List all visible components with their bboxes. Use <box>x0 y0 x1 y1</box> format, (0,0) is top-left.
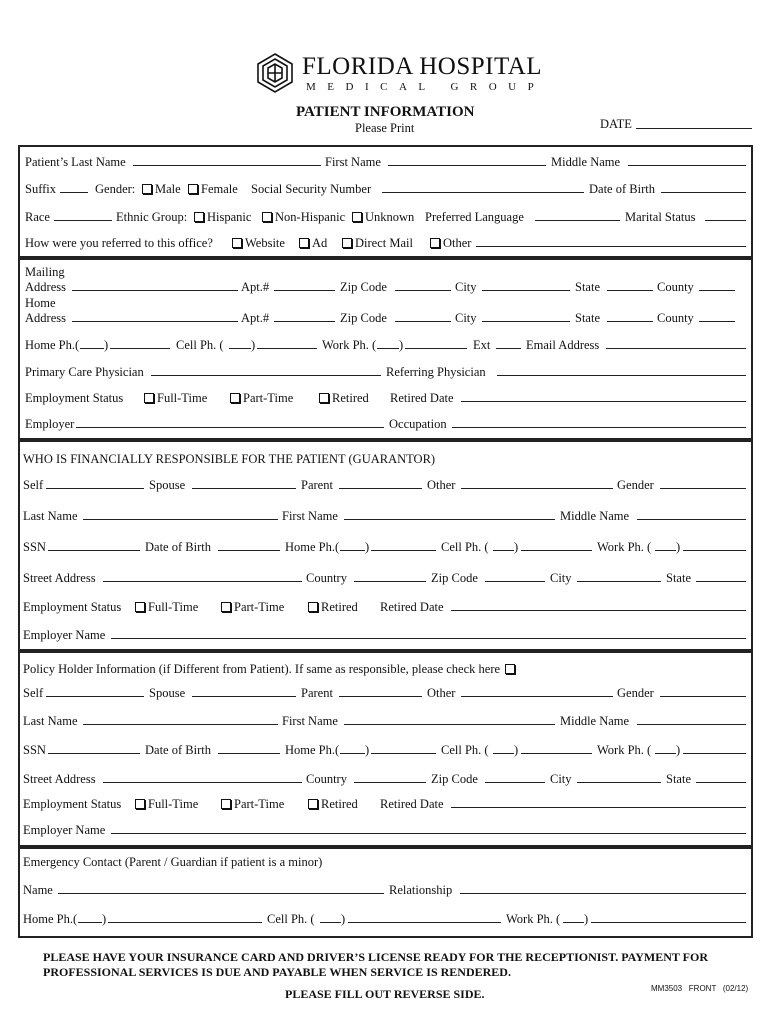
policy-retired-date-field[interactable] <box>451 807 746 808</box>
home-zip-label: Zip Code <box>340 311 387 325</box>
guarantor-home-phone-area-field[interactable] <box>340 550 365 551</box>
emergency-name-label: Name <box>23 883 53 897</box>
emergency-home-phone-area-field[interactable] <box>78 922 102 923</box>
ext-label: Ext <box>473 338 491 352</box>
emergency-work-phone-paren: ) <box>584 912 589 926</box>
notice-line-2: PROFESSIONAL SERVICES IS DUE AND PAYABLE WHEN SERVICE IS RENDERED. <box>43 965 511 979</box>
emergency-home-phone-field[interactable] <box>108 922 262 923</box>
retired-date-field[interactable] <box>461 401 746 402</box>
checkbox-icon[interactable] <box>194 212 204 222</box>
employment-full-time-option[interactable]: Full-Time <box>142 391 207 406</box>
emergency-cell-phone-paren: ) <box>341 912 346 926</box>
email-label: Email Address <box>526 338 600 352</box>
page-title: PATIENT INFORMATION <box>296 104 475 120</box>
emergency-work-phone-field[interactable] <box>591 922 746 923</box>
checkbox-icon[interactable] <box>319 393 329 403</box>
guarantor-part-time-option[interactable]: Part-Time <box>219 600 284 615</box>
guarantor-parent-field[interactable] <box>339 488 422 489</box>
home-state-label: State <box>575 311 600 325</box>
patient-middle-name-label: Middle Name <box>551 155 621 169</box>
checkbox-icon[interactable] <box>230 393 240 403</box>
mailing-county-label: County <box>657 280 694 294</box>
policy-home-phone-paren: ) <box>365 743 370 757</box>
policy-parent-label: Parent <box>301 686 333 700</box>
home-state-field[interactable] <box>607 321 653 322</box>
page-subtitle: Please Print <box>355 121 415 135</box>
ethnic-non-hispanic-option[interactable]: Non-Hispanic <box>260 210 345 225</box>
guarantor-other-field[interactable] <box>461 488 613 489</box>
guarantor-last-name-label: Last Name <box>23 509 78 523</box>
home-phone-area-field[interactable] <box>80 348 104 349</box>
guarantor-last-name-field[interactable] <box>83 519 278 520</box>
checkbox-icon[interactable] <box>308 602 318 612</box>
retired-date-label: Retired Date <box>390 391 454 405</box>
home-label: Home <box>25 296 56 310</box>
checkbox-icon[interactable] <box>299 238 309 248</box>
policy-gender-label: Gender <box>617 686 654 700</box>
policy-state-field[interactable] <box>696 782 746 783</box>
checkbox-icon[interactable] <box>135 602 145 612</box>
checkbox-icon[interactable] <box>342 238 352 248</box>
checkbox-icon[interactable] <box>262 212 272 222</box>
emergency-heading: Emergency Contact (Parent / Guardian if patient is a minor) <box>23 855 323 869</box>
gender-male-option[interactable]: Male <box>140 182 181 197</box>
guarantor-work-phone-label: Work Ph. ( <box>597 540 652 554</box>
checkbox-icon[interactable] <box>135 799 145 809</box>
cell-phone-area-field[interactable] <box>229 348 251 349</box>
cell-phone-field[interactable] <box>257 348 317 349</box>
florida-hospital-logo-icon <box>255 52 295 94</box>
referred-website-option[interactable]: Website <box>230 236 285 251</box>
guarantor-retired-option[interactable]: Retired <box>306 600 358 615</box>
ext-field[interactable] <box>496 348 521 349</box>
policy-work-phone-paren: ) <box>676 743 681 757</box>
home-address-field[interactable] <box>72 321 238 322</box>
patient-last-name-field[interactable] <box>133 165 321 166</box>
policy-street-field[interactable] <box>103 782 302 783</box>
guarantor-first-name-label: First Name <box>282 509 338 523</box>
referred-direct-mail-option[interactable]: Direct Mail <box>340 236 413 251</box>
guarantor-state-field[interactable] <box>696 581 746 582</box>
checkbox-icon[interactable] <box>232 238 242 248</box>
home-county-field[interactable] <box>699 321 735 322</box>
policy-spouse-label: Spouse <box>149 686 186 700</box>
guarantor-self-label: Self <box>23 478 44 492</box>
policy-last-name-field[interactable] <box>83 724 278 725</box>
cell-phone-label: Cell Ph. ( <box>176 338 224 352</box>
guarantor-home-phone-paren: ) <box>365 540 370 554</box>
mailing-state-field[interactable] <box>607 290 653 291</box>
guarantor-street-label: Street Address <box>23 571 96 585</box>
mailing-zip-label: Zip Code <box>340 280 387 294</box>
ethnic-hispanic-option[interactable]: Hispanic <box>192 210 251 225</box>
patient-first-name-field[interactable] <box>388 165 546 166</box>
work-phone-area-field[interactable] <box>377 348 399 349</box>
patient-first-name-label: First Name <box>325 155 381 169</box>
referred-ad-option[interactable]: Ad <box>297 236 327 251</box>
emergency-relationship-label: Relationship <box>389 883 453 897</box>
dob-field[interactable] <box>661 192 746 193</box>
suffix-label: Suffix <box>25 182 57 196</box>
policy-home-phone-area-field[interactable] <box>340 753 365 754</box>
guarantor-employment-status-label: Employment Status <box>23 600 122 614</box>
policy-retired-option[interactable]: Retired <box>306 797 358 812</box>
policy-state-label: State <box>666 772 691 786</box>
form-code: MM3503 FRONT (02/12) <box>651 984 749 993</box>
guarantor-self-field[interactable] <box>46 488 144 489</box>
patient-middle-name-field[interactable] <box>628 165 746 166</box>
policy-heading: Policy Holder Information (if Different from Patient). If same as responsible, please check here <box>23 662 518 677</box>
guarantor-cell-phone-paren: ) <box>514 540 519 554</box>
emergency-name-field[interactable] <box>58 893 384 894</box>
guarantor-middle-name-label: Middle Name <box>560 509 630 523</box>
race-label: Race <box>25 210 50 224</box>
policy-first-name-field[interactable] <box>344 724 555 725</box>
policy-country-label: Country <box>306 772 347 786</box>
policy-gender-field[interactable] <box>660 696 746 697</box>
policy-self-field[interactable] <box>46 696 144 697</box>
mailing-apt-field[interactable] <box>274 290 335 291</box>
guarantor-gender-field[interactable] <box>660 488 746 489</box>
mailing-state-label: State <box>575 280 600 294</box>
policy-retired-date-label: Retired Date <box>380 797 444 811</box>
guarantor-work-phone-field[interactable] <box>683 550 746 551</box>
referred-label: How were you referred to this office? <box>25 236 213 250</box>
preferred-language-label: Preferred Language <box>425 210 524 224</box>
home-zip-field[interactable] <box>395 321 451 322</box>
home-apt-field[interactable] <box>274 321 335 322</box>
guarantor-dob-label: Date of Birth <box>145 540 211 554</box>
emergency-home-phone-paren: ) <box>102 912 107 926</box>
referring-physician-field[interactable] <box>497 375 746 376</box>
referred-other-field[interactable] <box>476 246 746 247</box>
checkbox-icon[interactable] <box>221 602 231 612</box>
ethnic-unknown-option[interactable]: Unknown <box>350 210 414 225</box>
policy-last-name-label: Last Name <box>23 714 78 728</box>
employment-status-label: Employment Status <box>25 391 124 405</box>
policy-full-time-option[interactable]: Full-Time <box>133 797 198 812</box>
checkbox-icon[interactable] <box>430 238 440 248</box>
policy-city-field[interactable] <box>577 782 661 783</box>
guarantor-zip-label: Zip Code <box>431 571 478 585</box>
policy-employer-name-field[interactable] <box>111 833 746 834</box>
policy-middle-name-label: Middle Name <box>560 714 630 728</box>
policy-self-label: Self <box>23 686 44 700</box>
referred-other-option[interactable]: Other <box>428 236 471 251</box>
policy-zip-field[interactable] <box>485 782 545 783</box>
checkbox-icon[interactable] <box>144 393 154 403</box>
guarantor-cell-phone-field[interactable] <box>521 550 592 551</box>
guarantor-city-field[interactable] <box>577 581 661 582</box>
marital-status-field[interactable] <box>705 220 746 221</box>
occupation-field[interactable] <box>452 427 746 428</box>
policy-zip-label: Zip Code <box>431 772 478 786</box>
checkbox-icon[interactable] <box>352 212 362 222</box>
date-field[interactable] <box>636 128 752 129</box>
home-city-field[interactable] <box>482 321 570 322</box>
work-phone-field[interactable] <box>405 348 467 349</box>
policy-other-field[interactable] <box>461 696 613 697</box>
preferred-language-field[interactable] <box>535 220 620 221</box>
marital-status-label: Marital Status <box>625 210 696 224</box>
policy-country-field[interactable] <box>354 782 426 783</box>
policy-cell-phone-field[interactable] <box>521 753 592 754</box>
policy-ssn-field[interactable] <box>48 753 140 754</box>
checkbox-icon[interactable] <box>142 184 152 194</box>
occupation-label: Occupation <box>389 417 447 431</box>
ssn-field[interactable] <box>382 192 584 193</box>
home-county-label: County <box>657 311 694 325</box>
policy-work-phone-label: Work Ph. ( <box>597 743 652 757</box>
referring-physician-label: Referring Physician <box>386 365 486 379</box>
guarantor-other-label: Other <box>427 478 456 492</box>
policy-parent-field[interactable] <box>339 696 422 697</box>
guarantor-parent-label: Parent <box>301 478 333 492</box>
suffix-field[interactable] <box>60 192 88 193</box>
work-phone-label: Work Ph. ( <box>322 338 377 352</box>
guarantor-employer-name-field[interactable] <box>111 638 746 639</box>
email-field[interactable] <box>606 348 746 349</box>
notice-line-1: PLEASE HAVE YOUR INSURANCE CARD AND DRIVER’S LICENSE READY FOR THE RECEPTIONIST. PAYMENT FOR <box>43 950 708 964</box>
policy-home-phone-label: Home Ph.( <box>285 743 340 757</box>
guarantor-full-time-option[interactable]: Full-Time <box>133 600 198 615</box>
mailing-apt-label: Apt.# <box>241 280 270 294</box>
guarantor-retired-date-field[interactable] <box>451 610 746 611</box>
policy-work-phone-field[interactable] <box>683 753 746 754</box>
guarantor-work-phone-paren: ) <box>676 540 681 554</box>
pcp-field[interactable] <box>151 375 381 376</box>
guarantor-retired-date-label: Retired Date <box>380 600 444 614</box>
policy-middle-name-field[interactable] <box>637 724 746 725</box>
guarantor-work-phone-area-field[interactable] <box>655 550 676 551</box>
policy-employer-name-label: Employer Name <box>23 823 106 837</box>
emergency-cell-phone-field[interactable] <box>348 922 501 923</box>
policy-cell-phone-paren: ) <box>514 743 519 757</box>
policy-employment-status-label: Employment Status <box>23 797 122 811</box>
ethnic-group-label: Ethnic Group: <box>116 210 188 224</box>
guarantor-employer-name-label: Employer Name <box>23 628 106 642</box>
guarantor-ssn-field[interactable] <box>48 550 140 551</box>
race-field[interactable] <box>54 220 112 221</box>
checkbox-icon[interactable] <box>221 799 231 809</box>
policy-spouse-field[interactable] <box>192 696 296 697</box>
fill-reverse-notice: PLEASE FILL OUT REVERSE SIDE. <box>285 987 485 1001</box>
mailing-county-field[interactable] <box>699 290 735 291</box>
ssn-label: Social Security Number <box>251 182 372 196</box>
policy-dob-field[interactable] <box>218 753 280 754</box>
home-phone-field[interactable] <box>110 348 170 349</box>
same-as-responsible-checkbox[interactable] <box>505 664 515 674</box>
home-city-label: City <box>455 311 477 325</box>
guarantor-cell-phone-label: Cell Ph. ( <box>441 540 489 554</box>
emergency-home-phone-label: Home Ph.( <box>23 912 78 926</box>
home-address-label: Address <box>25 311 66 325</box>
policy-work-phone-area-field[interactable] <box>655 753 676 754</box>
gender-female-option[interactable]: Female <box>186 182 238 197</box>
guarantor-state-label: State <box>666 571 691 585</box>
dob-label: Date of Birth <box>589 182 655 196</box>
guarantor-spouse-field[interactable] <box>192 488 296 489</box>
mailing-city-label: City <box>455 280 477 294</box>
mailing-city-field[interactable] <box>482 290 570 291</box>
policy-part-time-option[interactable]: Part-Time <box>219 797 284 812</box>
gender-label: Gender: <box>95 182 136 196</box>
guarantor-country-field[interactable] <box>354 581 426 582</box>
mailing-zip-field[interactable] <box>395 290 451 291</box>
policy-city-label: City <box>550 772 572 786</box>
emergency-cell-phone-area-field[interactable] <box>320 922 341 923</box>
policy-other-label: Other <box>427 686 456 700</box>
policy-first-name-label: First Name <box>282 714 338 728</box>
pcp-label: Primary Care Physician <box>25 365 144 379</box>
guarantor-first-name-field[interactable] <box>344 519 555 520</box>
cell-phone-paren: ) <box>251 338 256 352</box>
checkbox-icon[interactable] <box>188 184 198 194</box>
policy-cell-phone-area-field[interactable] <box>493 753 514 754</box>
guarantor-spouse-label: Spouse <box>149 478 186 492</box>
emergency-cell-phone-label: Cell Ph. ( <box>267 912 315 926</box>
guarantor-street-field[interactable] <box>103 581 302 582</box>
guarantor-zip-field[interactable] <box>485 581 545 582</box>
guarantor-heading: WHO IS FINANCIALLY RESPONSIBLE FOR THE PATIENT (GUARANTOR) <box>23 452 436 466</box>
guarantor-middle-name-field[interactable] <box>637 519 746 520</box>
employer-label: Employer <box>25 417 75 431</box>
policy-home-phone-field[interactable] <box>371 753 436 754</box>
employer-field[interactable] <box>76 427 384 428</box>
guarantor-cell-phone-area-field[interactable] <box>493 550 514 551</box>
emergency-work-phone-label: Work Ph. ( <box>506 912 561 926</box>
home-phone-paren: ) <box>104 338 109 352</box>
work-phone-paren: ) <box>399 338 404 352</box>
employment-retired-option[interactable]: Retired <box>317 391 369 406</box>
guarantor-dob-field[interactable] <box>218 550 280 551</box>
checkbox-icon[interactable] <box>308 799 318 809</box>
guarantor-country-label: Country <box>306 571 347 585</box>
emergency-work-phone-area-field[interactable] <box>563 922 584 923</box>
mailing-address-field[interactable] <box>72 290 238 291</box>
guarantor-home-phone-label: Home Ph.( <box>285 540 340 554</box>
guarantor-gender-label: Gender <box>617 478 654 492</box>
policy-street-label: Street Address <box>23 772 96 786</box>
policy-dob-label: Date of Birth <box>145 743 211 757</box>
date-label: DATE <box>600 117 632 131</box>
guarantor-ssn-label: SSN <box>23 540 46 554</box>
employment-part-time-option[interactable]: Part-Time <box>228 391 293 406</box>
logo-subtitle: MEDICAL GROUP <box>306 81 546 93</box>
mailing-label: Mailing <box>25 265 65 279</box>
guarantor-home-phone-field[interactable] <box>371 550 436 551</box>
guarantor-city-label: City <box>550 571 572 585</box>
home-apt-label: Apt.# <box>241 311 270 325</box>
policy-cell-phone-label: Cell Ph. ( <box>441 743 489 757</box>
emergency-relationship-field[interactable] <box>460 893 746 894</box>
mailing-address-label: Address <box>25 280 66 294</box>
patient-last-name-label: Patient’s Last Name <box>25 155 126 169</box>
policy-ssn-label: SSN <box>23 743 46 757</box>
home-phone-label: Home Ph.( <box>25 338 80 352</box>
logo-wordmark: FLORIDA HOSPITAL <box>302 53 543 80</box>
